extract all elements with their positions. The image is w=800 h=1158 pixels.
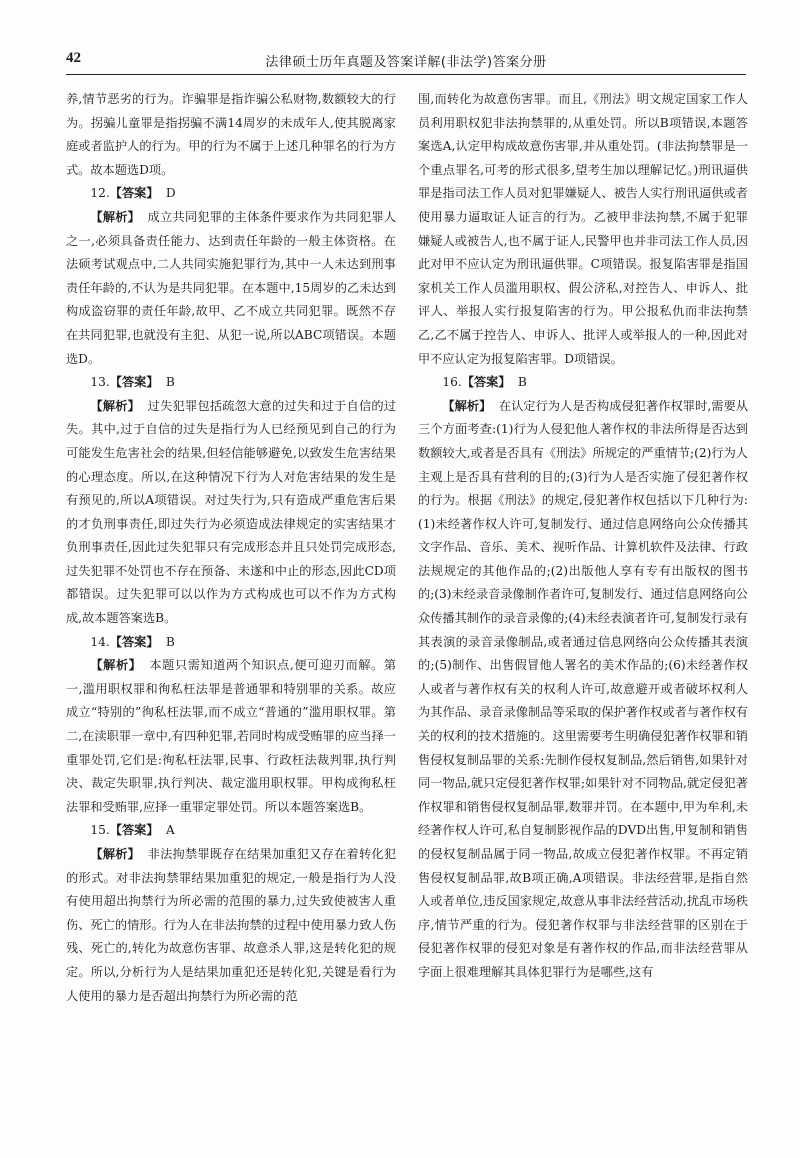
answer-label: 【答案】 [109,375,159,390]
analysis-q16 [418,395,748,985]
answer-line-q12 [66,182,396,206]
question-number: 14. [90,634,110,649]
analysis-label: 【解析】 [90,398,141,413]
left-column [66,88,396,1008]
answer-label: 【答案】 [461,375,511,390]
analysis-label: 【解析】 [90,658,142,673]
answer-label: 【答案】 [109,186,159,201]
answer-value: D [165,186,176,201]
question-number: 12. [90,186,110,201]
page-number: 42 [66,50,81,66]
running-title: 法律硕士历年真题及答案详解(非法学)答案分册 [265,55,547,70]
analysis-text: 本题只需知道两个知识点,便可迎刃而解。第一,滥用职权罪和徇私枉法罪是普通罪和特别罪的关系。故应成立“特别的”徇私枉法罪,而不成立“普通的”滥用职权罪。第二,在渎职罪一章中,有四种犯罪,若同时构成受贿罪的应当择一重罪处罚,它们是:徇私枉法罪,民事、行政枉法裁判罪,执行判决、裁定失职罪,执行判决、裁定滥用职权罪。甲构成徇私枉法罪和受贿罪,应择一重罪定罪处罚。所以本题答案选B。 [66,658,397,814]
answer-line-q13 [66,371,396,395]
analysis-text: 在认定行为人是否构成侵犯著作权罪时,需要从三个方面考查:(1)行为人侵犯他人著作权的非法所得是否达到数额较大,或者是否具有《刑法》所规定的严重情节;(2)行为人主观上是否具有营利的目的;(3)行为人是否实施了侵犯著作权的行为。根据《刑法》的规定,侵犯著作权包括以下几种行为:(1)未经著作权人许可,复制发行、通过信息网络向公众传播其文字作品、音乐、美术、视听作品、计算机软件及法律、行政法规规定的其他作品的;(2)出版他人享有专有出版权的图书的;(3)未经录音录像制作者许可,复制发行、通过信息网络向公众传播其制作的录音录像的;(4)未经表演者许可,复制发行录有其表演的录音录像制品,或者通过信息网络向公众传播其表演的;(5)制作、出售假冒他人署名的美术作品的;(6)未经著作权人或者与著作权有关的权利人许可,故意避开或者破坏权利人为其作品、录音录像制品等采取的保护著作权或者与著作权有关的权利的技术措施的。这里需要考生明确侵犯著作权罪和销售侵权复制品罪的关系:先制作侵权复制品,然后销售,如果针对同一物品,就只定侵犯著作权罪;如果针对不同物品,就定侵犯著作权罪和销售侵权复制品罪,数罪并罚。在本题中,甲为牟利,未经著作权人许可,私自复制影视作品的DVD出售,甲复制和销售的侵权复制品属于同一物品,故成立侵犯著作权罪。不再定销售侵权复制品罪,故B项正确,A项错误。非法经营罪,是指自然人或者单位,违反国家规定,故意从事非法经营活动,扰乱市场秩序,情节严重的行为。侵犯著作权罪与非法经营罪的区别在于侵犯著作权罪的侵犯对象是有著作权的作品,而非法经营罪从字面上很难理解其具体犯罪行为是哪些,这有 [418,398,749,979]
answer-value: B [517,375,527,390]
answer-label: 【答案】 [109,634,159,649]
analysis-q14 [66,654,396,819]
analysis-label: 【解析】 [90,847,141,861]
analysis-label: 【解析】 [442,398,492,413]
answer-line-q15 [66,819,396,843]
question-number: 13. [90,375,110,390]
answer-line-q16 [418,371,748,395]
paragraph: 围,而转化为故意伤害罪。而且,《刑法》明文规定国家工作人员利用职权犯非法拘禁罪的,从重处罚。所以B项错误,本题答案选A,认定甲构成故意伤害罪,并从重处罚。(非法拘禁罪是一个重点罪名,可考的形式很多,望考生加以理解记忆。)刑讯逼供罪是指司法工作人员对犯罪嫌疑人、被告人实行刑讯逼供或者使用暴力逼取证人证言的行为。乙被甲非法拘禁,不属于犯罪嫌疑人或被告人,也不属于证人,民警甲也并非司法工作人员,因此对甲不应认定为刑讯逼供罪。C项错误。报复陷害罪是指国家机关工作人员滥用职权、假公济私,对控告人、申诉人、批评人、举报人实行报复陷害的行为。甲公报私仇而非法拘禁乙,乙不属于控告人、申诉人、批评人或举报人的一种,因此对甲不应认定为报复陷害罪。D项错误。 [418,92,748,366]
analysis-text: 过失犯罪包括疏忽大意的过失和过于自信的过失。其中,过于自信的过失是指行为人已经预见到自己的行为可能发生危害社会的结果,但轻信能够避免,以致发生危害结果的心理态度。所以,在这种情况下行为人对危害结果的发生是有预见的,所以A项错误。对过失行为,只有造成严重危害后果的才负刑事责任,即过失行为必须造成法律规定的实害结果才负刑事责任,因此过失犯罪只有完成形态并且只处罚完成形态,过失犯罪不处罚也不存在预备、未遂和中止的形态,因此CD项都错误。过失犯罪可以以作为方式构成也可以不作为方式构成,故本题答案选B。 [66,398,397,626]
paragraph: 养,情节恶劣的行为。诈骗罪是指诈骗公私财物,数额较大的行为。拐骗儿童罪是指拐骗不满14周岁的未成年人,使其脱离家庭或者监护人的行为。甲的行为不属于上述几种罪名的行为方式。故本题选D项。 [66,92,396,177]
question-number: 15. [90,823,110,838]
analysis-text: 非法拘禁罪既存在结果加重犯又存在着转化犯的形式。对非法拘禁罪结果加重犯的规定,一般是指行为人没有使用超出拘禁行为所必需的范围的暴力,过失致使被害人重伤、死亡的情形。行为人在非法拘禁的过程中使用暴力致人伤残、死亡的,转化为故意伤害罪、故意杀人罪,这是转化犯的规定。所以,分析行为人是结果加重犯还是转化犯,关键是看行为人使用的暴力是否超出拘禁行为所必需的范 [66,847,397,1003]
right-column [418,88,748,985]
answer-value: A [165,823,175,838]
analysis-text: 成立共同犯罪的主体条件要求作为共同犯罪人之一,必须具备责任能力、达到责任年龄的一般主体资格。在法硕考试观点中,二人共同实施犯罪行为,其中一人未达到刑事责任年龄的,不认为是共同犯罪。在本题中,15周岁的乙未达到构成盗窃罪的责任年龄,故甲、乙不成立共同犯罪。既然不存在共同犯罪,也就没有主犯、从犯一说,所以ABC项错误。本题选D。 [66,209,397,366]
analysis-label: 【解析】 [90,209,141,224]
question-number: 16. [442,375,462,390]
answer-line-q14 [66,631,396,655]
answer-value: B [165,375,175,390]
answer-label: 【答案】 [109,823,159,838]
analysis-q12 [66,206,396,371]
analysis-q13 [66,395,396,631]
answer-value: B [165,634,175,649]
page-header [66,50,746,75]
analysis-q15 [66,843,396,1008]
